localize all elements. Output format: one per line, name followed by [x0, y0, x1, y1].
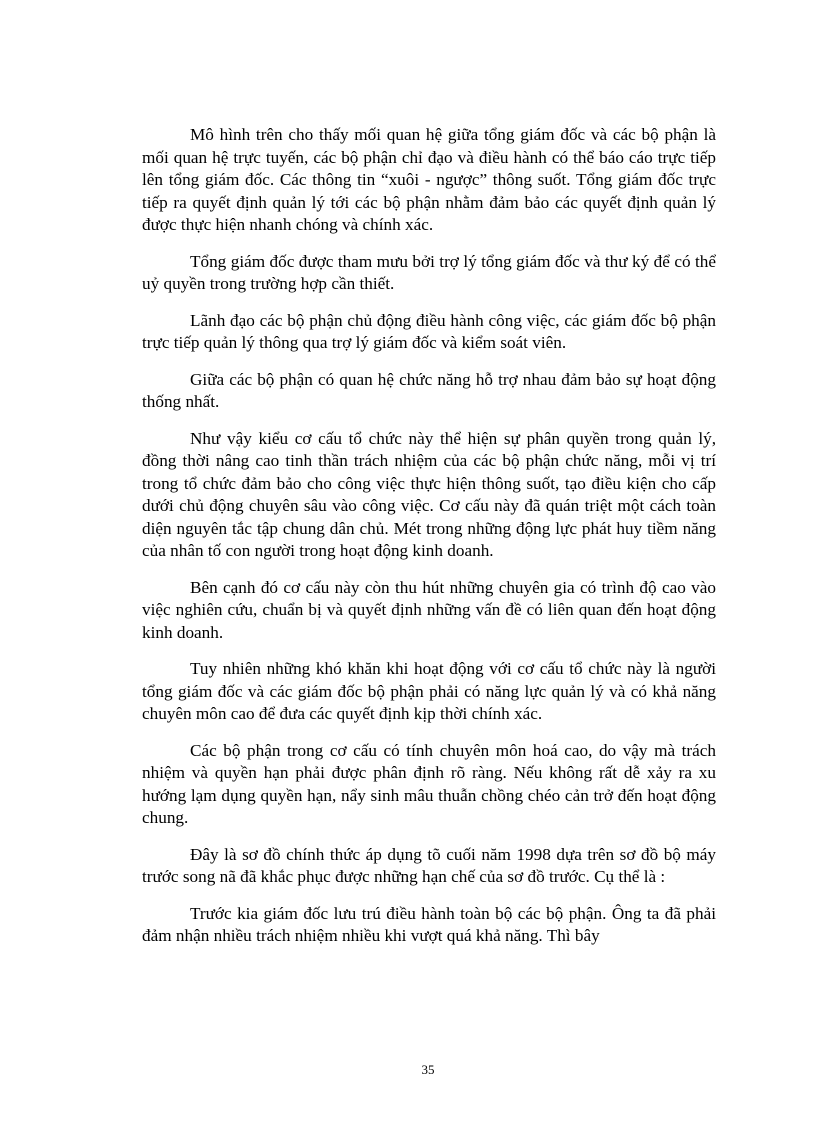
paragraph-3: Lãnh đạo các bộ phận chủ động điều hành công việc, các giám đốc bộ phận trực tiếp quản lý thông qua trợ lý giám đốc và kiểm soát viên.	[142, 310, 716, 352]
paragraph-8: Các bộ phận trong cơ cấu có tính chuyên môn hoá cao, do vậy mà trách nhiệm và quyền hạn phải được phân định rõ ràng. Nếu không rất dễ xảy ra xu hướng lạm dụng quyền hạn, nẩy sinh mâu thuẫn chồng chéo cản trở đến hoạt động chung.	[142, 740, 716, 827]
paragraph-6: Bên cạnh đó cơ cấu này còn thu hút những chuyên gia có trình độ cao vào việc nghiên cứu, chuẩn bị và quyết định những vấn đề có liên quan đến hoạt động kinh doanh.	[142, 577, 716, 642]
body-text	[142, 124, 716, 962]
paragraph-4: Giữa các bộ phận có quan hệ chức năng hỗ trợ nhau đảm bảo sự hoạt động thống nhất.	[142, 369, 716, 411]
paragraph-9: Đây là sơ đồ chính thức áp dụng tõ cuối năm 1998 dựa trên sơ đồ bộ máy trước song nã đã khắc phục được những hạn chế của sơ đồ trước. Cụ thể là :	[142, 844, 716, 886]
paragraph-1: Mô hình trên cho thấy mối quan hệ giữa tổng giám đốc và các bộ phận là mối quan hệ trực tuyến, các bộ phận chỉ đạo và điều hành có thể báo cáo trực tiếp lên tổng giám đốc. Các thông tin “xuôi - ngược” thông suốt. Tổng giám đốc trực tiếp ra quyết định quản lý tới các bộ phận nhằm đảm bảo các quyết định quản lý được thực hiện nhanh chóng và chính xác.	[142, 125, 716, 234]
paragraph-7: Tuy nhiên những khó khăn khi hoạt động với cơ cấu tổ chức này là người tổng giám đốc và các giám đốc bộ phận phải có năng lực quản lý và có khả năng chuyên môn cao để đưa các quyết định kịp thời chính xác.	[142, 659, 716, 723]
page-number: 35	[421, 1062, 435, 1077]
paragraph-10: Trước kia giám đốc lưu trú điều hành toàn bộ các bộ phận. Ông ta đã phải đảm nhận nhiều trách nhiệm nhiều khi vượt quá khả năng. Thì bây	[142, 903, 716, 945]
paragraph-2: Tổng giám đốc được tham mưu bởi trợ lý tổng giám đốc và thư ký để có thể uỷ quyền trong trường hợp cần thiết.	[142, 251, 716, 293]
paragraph-5: Như vậy kiểu cơ cấu tổ chức này thể hiện sự phân quyền trong quản lý, đồng thời nâng cao tinh thần trách nhiệm của các bộ phận chức năng, mỗi vị trí trong tổ chức đảm bảo cho công việc thực hiện thông suốt, tạo điều kiện cho cấp dưới chủ động chuyên sâu vào công việc. Cơ cấu này đã quán triệt một cách toàn diện nguyên tắc tập chung dân chủ. Mét trong những động lực phát huy tiềm năng của nhân tố con người trong hoạt động kinh doanh.	[142, 428, 716, 560]
